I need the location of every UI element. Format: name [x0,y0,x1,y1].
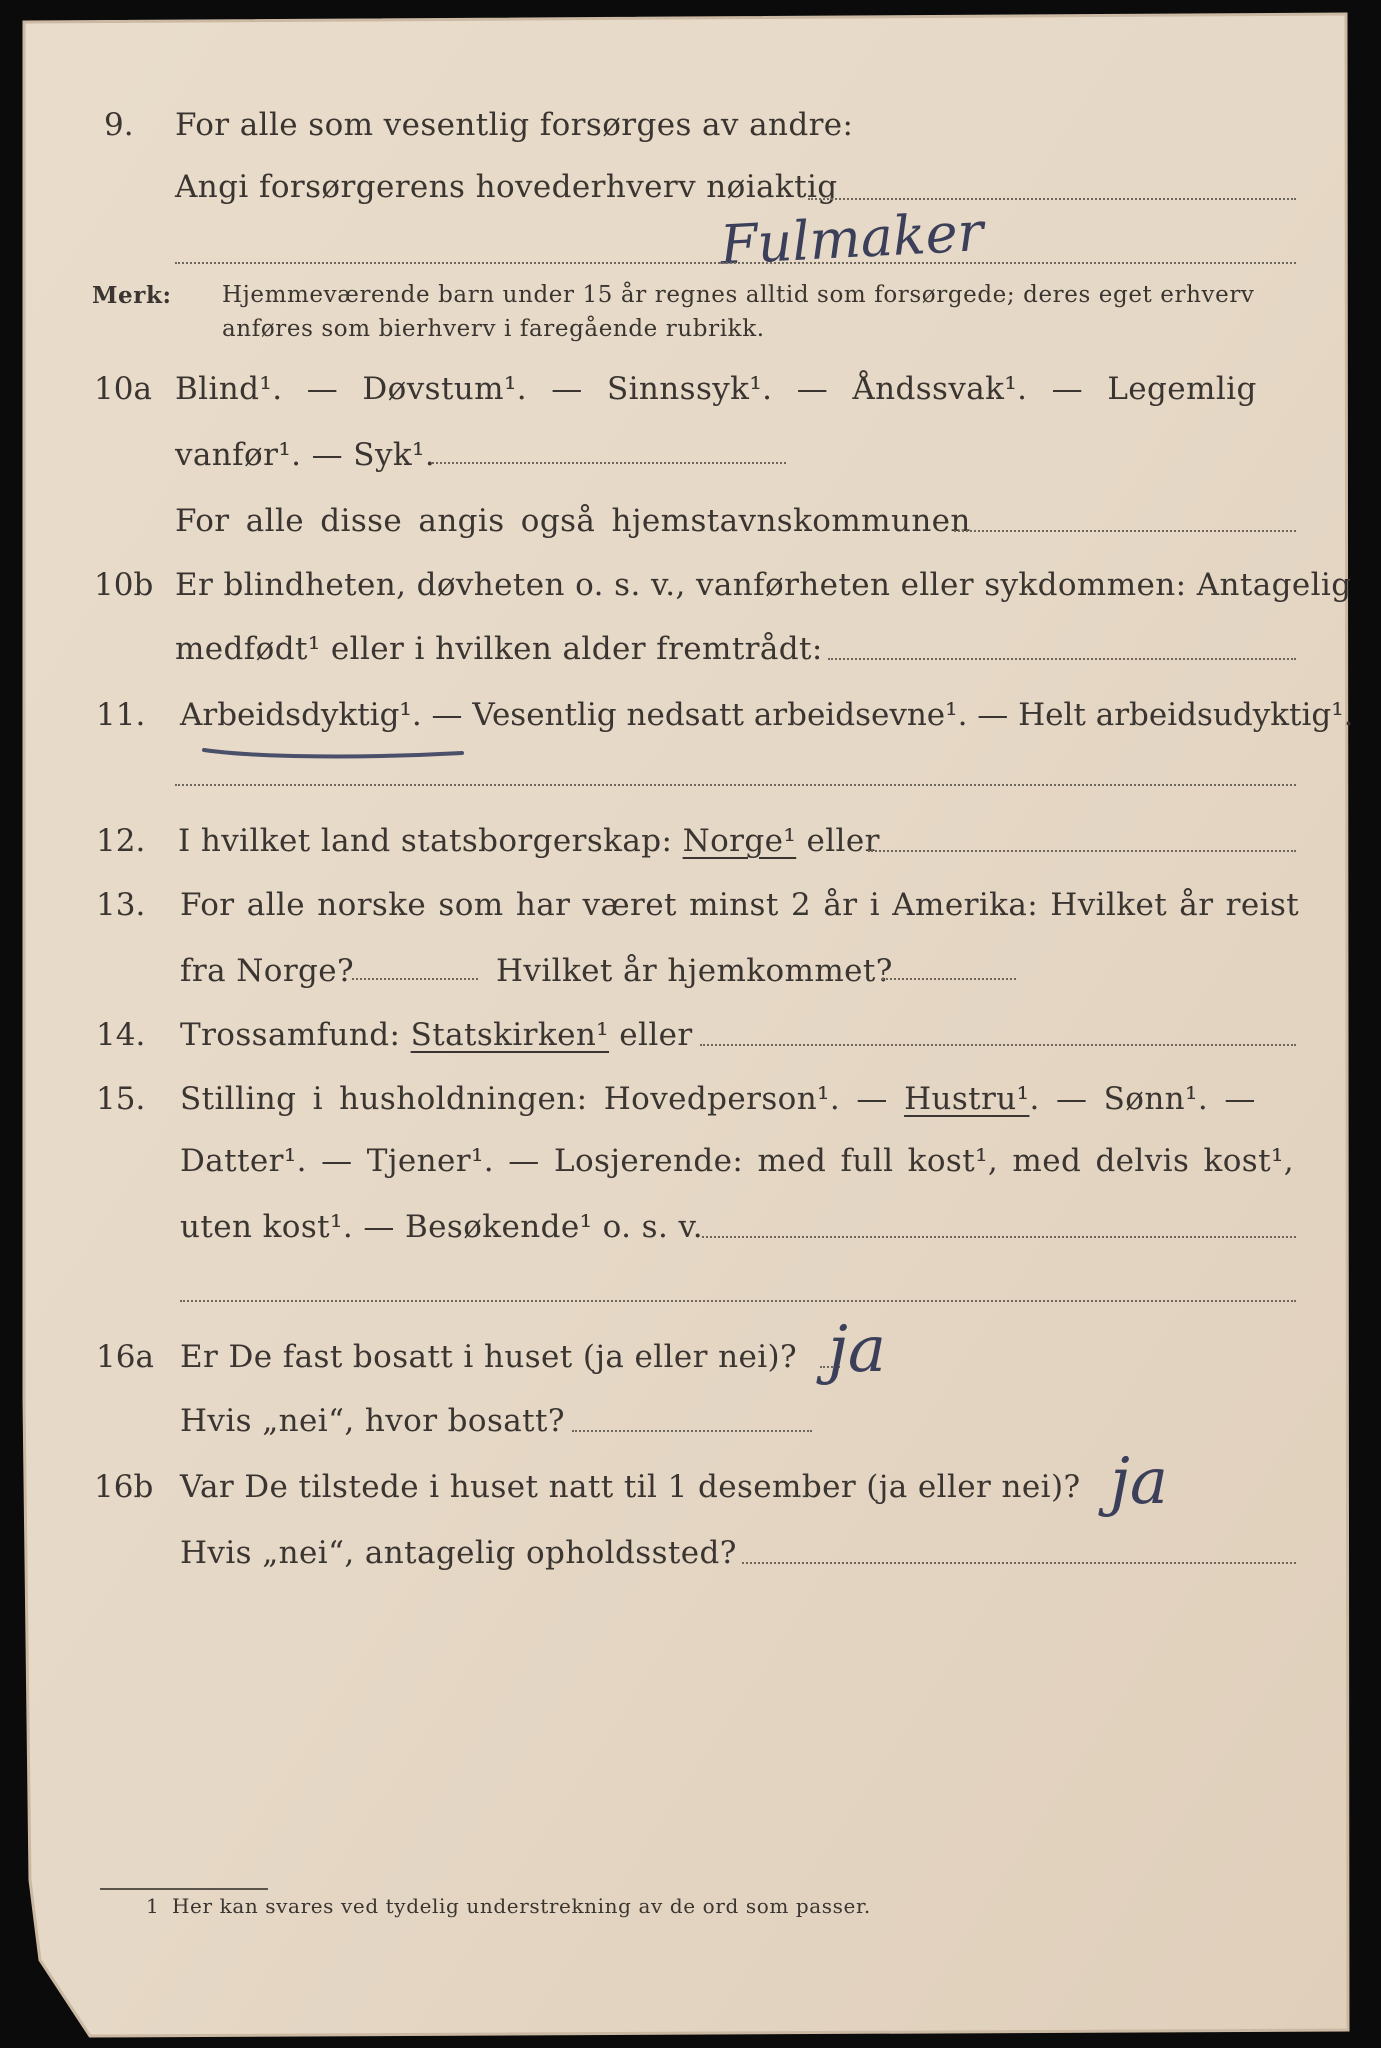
question-14-prefix: Trossamfund: [180,1017,401,1053]
question-14-number: 14. [96,1017,146,1053]
question-15-line1c: . — Sønn¹. — [1029,1081,1256,1117]
answer-line [175,784,1296,786]
question-16a-line1: Er De fast bosatt i huset (ja eller nei)? [180,1339,798,1375]
question-15-line1 [180,1081,1256,1117]
question-9-number: 9. [104,107,134,143]
question-16a-number: 16a [96,1339,154,1375]
question-14-suffix: eller [619,1017,693,1053]
question-15-selected-option: Hustru¹ [904,1081,1030,1117]
question-13-line2b: Hvilket år hjemkommet? [496,953,893,989]
question-10a-line2: vanfør¹. — Syk¹. [175,437,436,473]
answer-line [180,1300,1296,1302]
question-9-line1: For alle som vesentlig forsørges av andre: [175,107,854,143]
question-13-number: 13. [96,887,146,923]
question-14-selected-option: Statskirken¹ [410,1017,610,1053]
question-16b-line1: Var De tilstede i huset natt til 1 desember (ja eller nei)? [180,1469,1081,1505]
question-13-line2a: fra Norge? [180,953,355,989]
footnote-divider [100,1888,268,1890]
question-15-line1a: Stilling i husholdningen: Hovedperson¹. — [180,1081,888,1117]
note-line2: anføres som bierhverv i faregående rubrikk. [222,316,765,342]
question-11-number: 11. [96,697,146,733]
handwritten-answer-9: Fulmaker [718,200,985,277]
answer-line [742,1562,1296,1564]
question-12-suffix: eller [806,823,880,859]
question-15-line3: uten kost¹. — Besøkende¹ o. s. v. [180,1209,703,1245]
answer-line [882,978,1016,980]
question-15-number: 15. [96,1081,146,1117]
footnote-mark: 1 [146,1894,160,1918]
answer-line [700,1044,1296,1046]
handwritten-answer-16b: ja [1110,1445,1168,1519]
note-label: Merk: [92,282,172,309]
question-15-line2: Datter¹. — Tjener¹. — Losjerende: med full kost¹, med delvis kost¹, [180,1143,1295,1179]
question-11-line1: Arbeidsdyktig¹. — Vesentlig nedsatt arbeidsevne¹. — Helt arbeidsudyktig¹. [180,697,1354,733]
question-10a-number: 10a [94,371,152,407]
question-12-prefix: I hvilket land statsborgerskap: [178,823,673,859]
footnote-text: Her kan svares ved tydelig understrekning av de ord som passer. [172,1894,871,1918]
answer-line [432,462,786,464]
answer-line [175,262,1296,264]
note-line1: Hjemmeværende barn under 15 år regnes alltid som forsørgede; deres eget erhverv [222,282,1255,308]
answer-line [572,1430,812,1432]
answer-line [868,850,1296,852]
question-16a-line2: Hvis „nei“, hvor bosatt? [180,1403,565,1439]
handwritten-answer-16a: ja [828,1313,886,1387]
question-10b-number: 10b [94,567,154,603]
handwritten-underline [200,744,466,760]
question-12-number: 12. [96,823,146,859]
question-16b-line2: Hvis „nei“, antagelig opholdssted? [180,1535,737,1571]
question-16b-number: 16b [94,1469,154,1505]
answer-line [808,198,1296,200]
question-14-line [180,1017,693,1053]
answer-line [954,530,1296,532]
question-10b-line2: medfødt¹ eller i hvilken alder fremtrådt: [175,631,823,667]
answer-line [828,658,1296,660]
question-12-line [178,823,880,859]
question-10a-line3: For alle disse angis også hjemstavnskommunen [175,503,971,539]
question-12-selected-option: Norge¹ [682,823,797,859]
answer-line [702,1236,1296,1238]
answer-line [352,978,478,980]
question-9-line2: Angi forsørgerens hovederhverv nøiaktig [175,169,838,205]
question-10a-line1: Blind¹. — Døvstum¹. — Sinnssyk¹. — Åndssvak¹. — Legemlig [175,371,1257,407]
question-13-line1: For alle norske som har været minst 2 år i Amerika: Hvilket år reist [180,887,1300,923]
question-10b-line1: Er blindheten, døvheten o. s. v., vanførheten eller sykdommen: Antagelig [175,567,1352,603]
